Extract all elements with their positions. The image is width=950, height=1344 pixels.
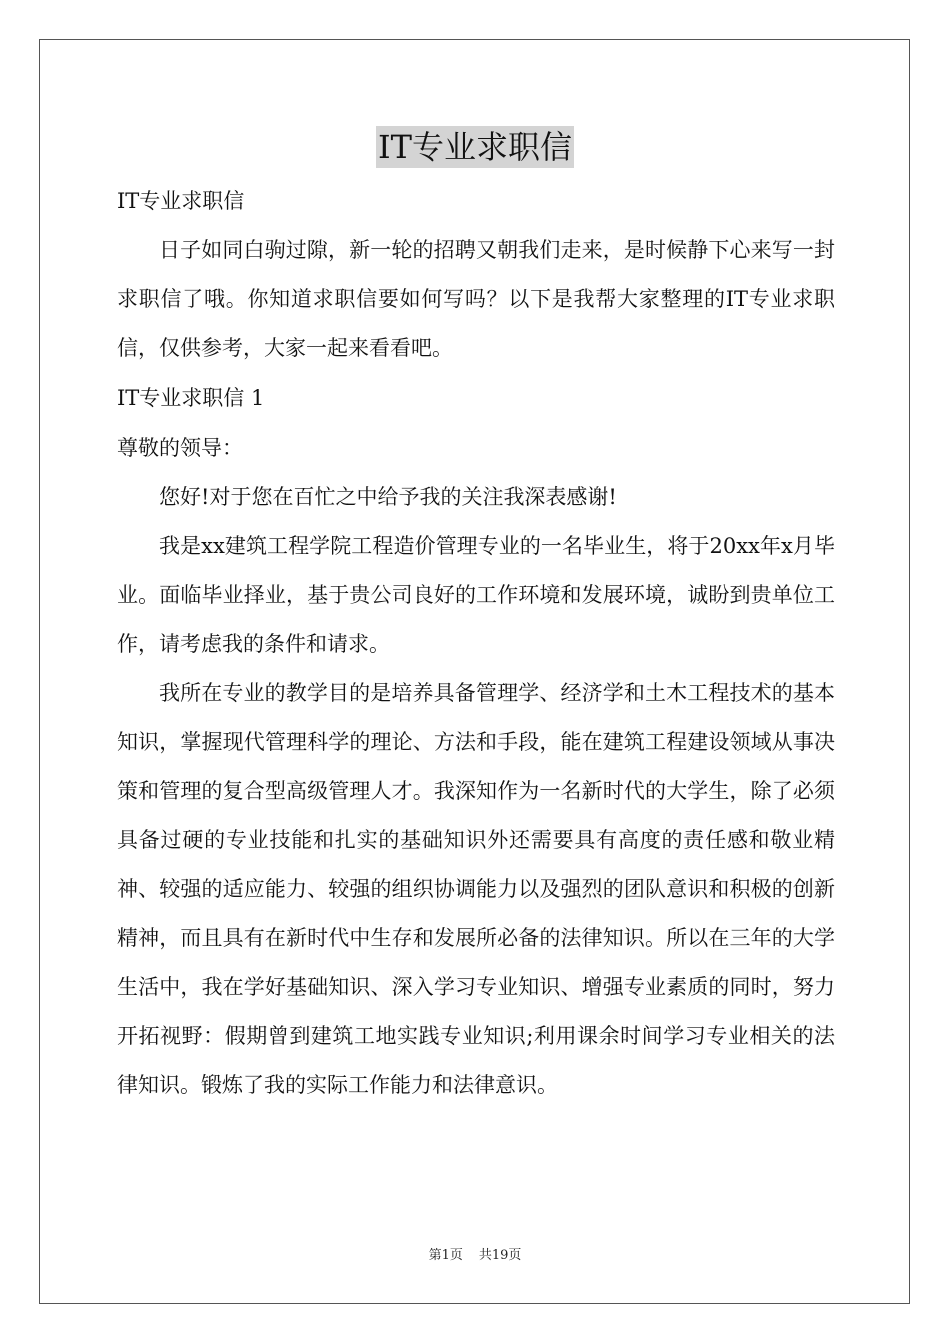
document-subtitle: IT专业求职信 xyxy=(117,189,245,213)
salutation: 尊敬的领导： xyxy=(117,436,243,460)
intro-paragraph: 日子如同白驹过隙，新一轮的招聘又朝我们走来，是时候静下心来写一封求职信了哦。你知道求职信要如何写吗？以下是我帮大家整理的IT专业求职信，仅供参考，大家一起来看看吧。 xyxy=(117,238,835,360)
paragraph-2: 我所在专业的教学目的是培养具备管理学、经济学和土木工程技术的基本知识，掌握现代管理科学的理论、方法和手段，能在建筑工程建设领域从事决策和管理的复合型高级管理人才。我深知作为一名新时代的大学生，除了必须具备过硬的专业技能和扎实的基础知识外还需要具有高度的责任感和敬业精神、较强的适应能力、较强的组织协调能力以及强烈的团队意识和积极的创新精神，而且具有在新时代中生存和发展所必备的法律知识。所以在三年的大学生活中，我在学好基础知识、深入学习专业知识、增强专业素质的同时，努力开拓视野：假期曾到建筑工地实践专业知识;利用课余时间学习专业相关的法律知识。锻炼了我的实际工作能力和法律意识。 xyxy=(117,681,835,1097)
page-number: 第1页 xyxy=(428,1248,463,1263)
document-title: IT专业求职信 xyxy=(378,128,572,166)
page-total: 共19页 xyxy=(478,1248,522,1263)
page-footer xyxy=(0,1247,950,1265)
title-container xyxy=(0,126,950,168)
letter-heading: IT专业求职信 1 xyxy=(117,386,265,410)
greeting-paragraph: 您好!对于您在百忙之中给予我的关注我深表感谢! xyxy=(159,485,617,509)
document-body xyxy=(117,176,835,1110)
paragraph-1: 我是xx建筑工程学院工程造价管理专业的一名毕业生，将于20xx年x月毕业。面临毕业择业，基于贵公司良好的工作环境和发展环境，诚盼到贵单位工作，请考虑我的条件和请求。 xyxy=(117,534,835,656)
